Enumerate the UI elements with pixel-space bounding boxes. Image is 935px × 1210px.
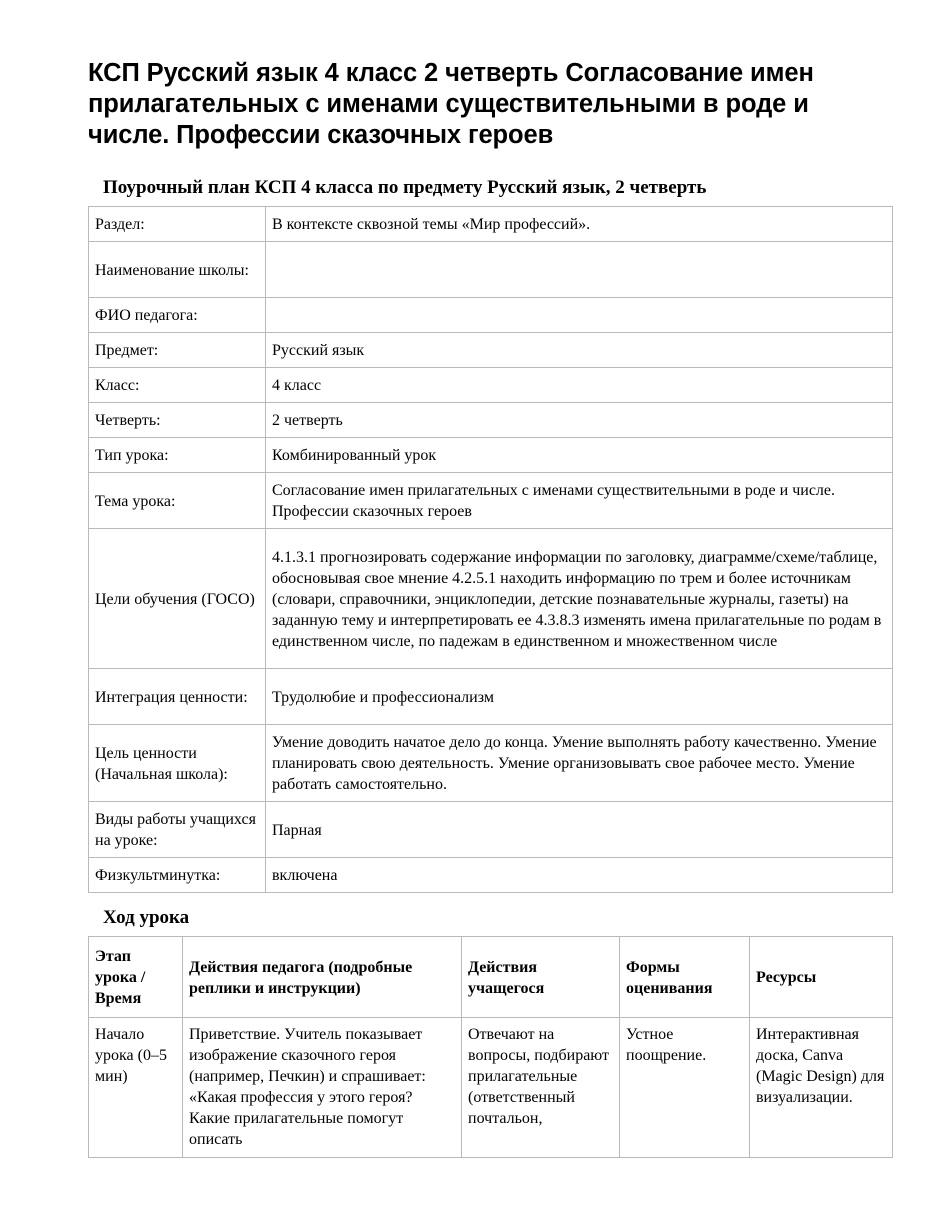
table-row — [89, 1018, 893, 1158]
column-header-assessment: Формы оценивания — [620, 937, 750, 1018]
row-value: включена — [266, 858, 893, 893]
row-label: Предмет: — [89, 333, 266, 368]
row-label: Виды работы учащихся на уроке: — [89, 802, 266, 858]
row-value: В контексте сквозной темы «Мир профессий». — [266, 207, 893, 242]
row-label: Тип урока: — [89, 438, 266, 473]
table-row — [89, 858, 893, 893]
row-value: Комбинированный урок — [266, 438, 893, 473]
cell-student-actions: Отвечают на вопросы, подбирают прилагательные (ответственный почтальон, — [462, 1018, 620, 1158]
row-value: 4 класс — [266, 368, 893, 403]
row-label: Физкультминутка: — [89, 858, 266, 893]
document-page — [88, 58, 893, 1158]
cell-stage: Начало урока (0–5 мин) — [89, 1018, 183, 1158]
row-label: Тема урока: — [89, 473, 266, 529]
column-header-student-actions: Действия учащегося — [462, 937, 620, 1018]
table-row — [89, 438, 893, 473]
column-header-resources: Ресурсы — [750, 937, 893, 1018]
row-label: Класс: — [89, 368, 266, 403]
row-value: Русский язык — [266, 333, 893, 368]
table-row — [89, 669, 893, 725]
table-row — [89, 207, 893, 242]
column-header-teacher-actions: Действия педагога (подробные реплики и инструкции) — [183, 937, 462, 1018]
document-title: КСП Русский язык 4 класс 2 четверть Согласование имен прилагательных с именами существительными в роде и числе. Профессии сказочных героев — [88, 59, 814, 149]
row-value: Умение доводить начатое дело до конца. Умение выполнять работу качественно. Умение планировать свою деятельность. Умение организовывать свое рабочее место. Умение работать самостоятельно. — [266, 725, 893, 802]
plan-heading: Поурочный план КСП 4 класса по предмету Русский язык, 2 четверть — [103, 177, 707, 198]
row-label: Цели обучения (ГОСО) — [89, 529, 266, 669]
table-header-row — [89, 937, 893, 1018]
row-value: Согласование имен прилагательных с именами существительными в роде и числе. Профессии сказочных героев — [266, 473, 893, 529]
table-row — [89, 473, 893, 529]
row-label: Раздел: — [89, 207, 266, 242]
cell-assessment: Устное поощрение. — [620, 1018, 750, 1158]
row-label: Четверть: — [89, 403, 266, 438]
row-value — [266, 298, 893, 333]
lesson-progress-table — [88, 936, 893, 1158]
row-label: Наименование школы: — [89, 242, 266, 298]
lesson-progress-heading: Ход урока — [103, 907, 190, 928]
table-row — [89, 725, 893, 802]
table-row — [89, 333, 893, 368]
table-row — [89, 403, 893, 438]
table-row — [89, 242, 893, 298]
row-value — [266, 242, 893, 298]
table-row — [89, 802, 893, 858]
row-label: ФИО педагога: — [89, 298, 266, 333]
row-label: Цель ценности (Начальная школа): — [89, 725, 266, 802]
lesson-info-table — [88, 206, 893, 893]
row-value: 4.1.3.1 прогнозировать содержание информации по заголовку, диаграмме/схеме/таблице, обосновывая свое мнение 4.2.5.1 находить информацию по трем и более источникам (словари, справочники, энциклопедии, детские познавательные журналы, газеты) на заданную тему и интерпретировать ее 4.3.8.3 изменять имена прилагательные по родам в единственном числе, по падежам в единственном и множественном числе — [266, 529, 893, 669]
cell-teacher-actions: Приветствие. Учитель показывает изображение сказочного героя (например, Печкин) и спрашивает: «Какая профессия у этого героя? Какие прилагательные помогут описать — [183, 1018, 462, 1158]
row-value: 2 четверть — [266, 403, 893, 438]
row-value: Трудолюбие и профессионализм — [266, 669, 893, 725]
row-label: Интеграция ценности: — [89, 669, 266, 725]
column-header-stage: Этап урока / Время — [89, 937, 183, 1018]
table-row — [89, 298, 893, 333]
row-value: Парная — [266, 802, 893, 858]
table-row — [89, 368, 893, 403]
table-row — [89, 529, 893, 669]
cell-resources: Интерактивная доска, Canva (Magic Design) для визуализации. — [750, 1018, 893, 1158]
